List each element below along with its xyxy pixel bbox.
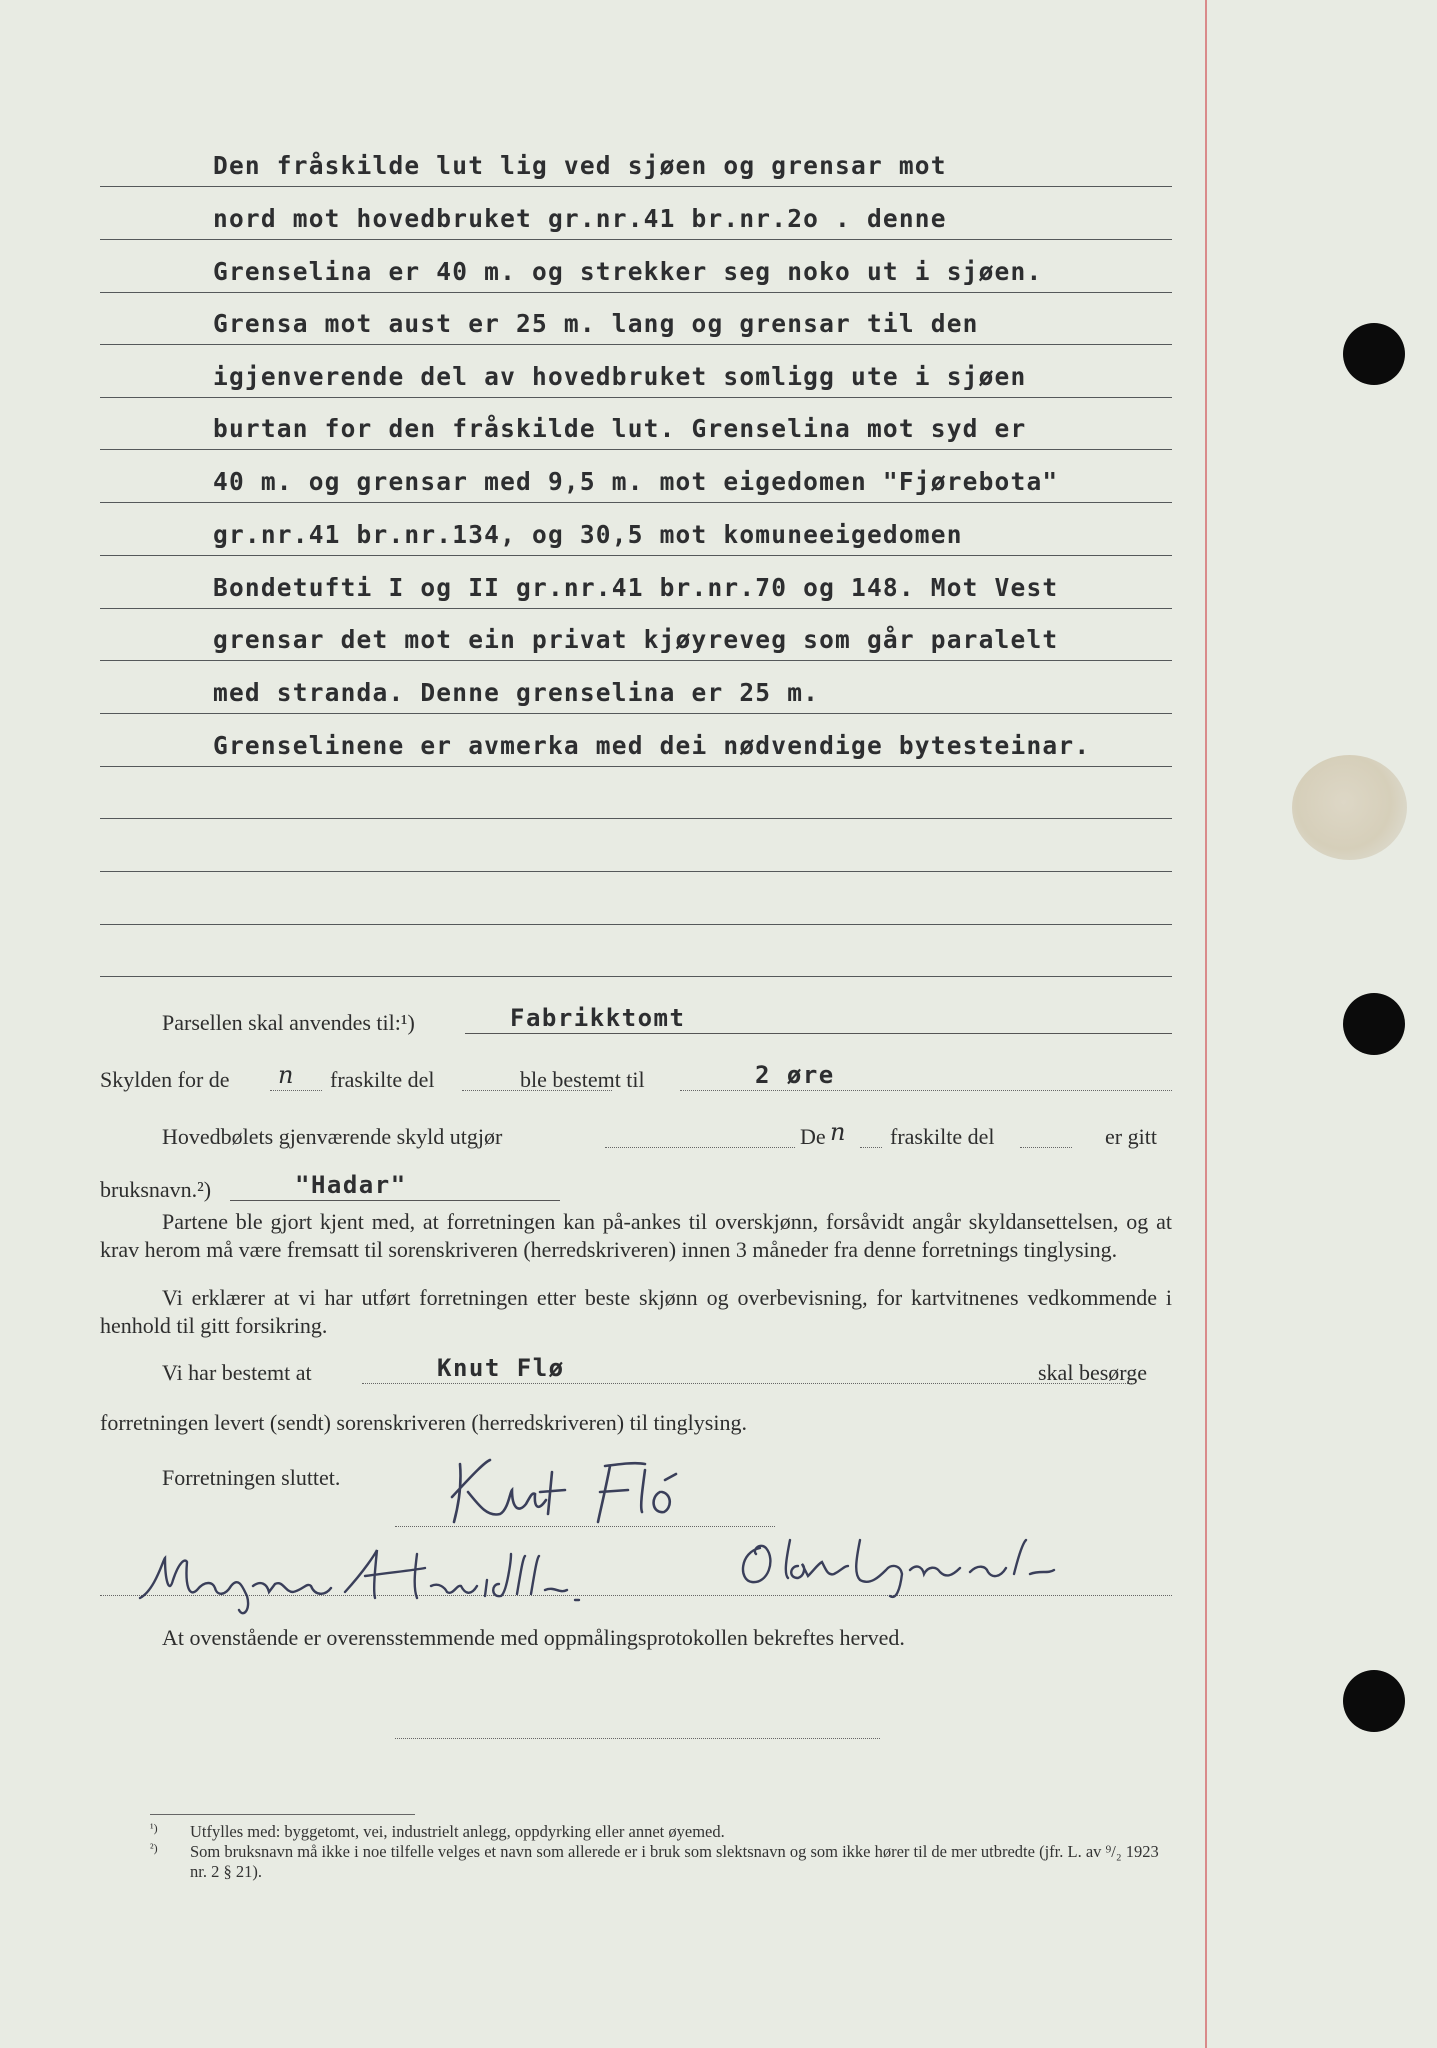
typed-text: gr.nr.41 br.nr.134, og 30,5 mot komuneeigedomen [213, 520, 963, 549]
typed-text: med stranda. Denne grenselina er 25 m. [213, 678, 820, 707]
sluttet-text: Forretningen sluttet. [162, 1465, 341, 1490]
typed-text: Grensa mot aust er 25 m. lang og grensar til den [213, 309, 979, 338]
typed-line [100, 396, 1172, 450]
typed-text: Grenselinene er avmerka med dei nødvendige bytesteinar. [213, 731, 1091, 760]
hoved-row [100, 1114, 1172, 1154]
signature-olav [730, 1530, 1060, 1600]
partene-paragraph: Partene ble gjort kjent med, at forretningen kan på-ankes til overskjønn, forsåvidt angår skyldansettelsen, og at krav herom må være fremsatt til sorenskriveren (herredskriveren) innen 3 måneder fra denne forretnings tinglysing. [100, 1209, 1172, 1262]
red-margin-line [1205, 0, 1207, 2048]
typed-line [100, 239, 1172, 293]
bekreftes-text: At ovenstående er overensstemmende med oppmålingsprotokollen bekreftes herved. [162, 1625, 905, 1650]
certification-signature-line [395, 1738, 880, 1739]
typed-line [100, 186, 1172, 240]
typed-line [100, 291, 1172, 345]
footnote-2 [150, 1842, 1175, 1882]
parsell-label: Parsellen skal anvendes til:¹) [162, 1010, 415, 1035]
typed-line [100, 871, 1172, 925]
footnote-rule [150, 1814, 415, 1815]
hoved-dotted-b [860, 1146, 882, 1148]
typed-text: igjenverende del av hovedbruket somligg ute i sjøen [213, 362, 1027, 391]
typed-line [100, 818, 1172, 872]
skyld-fill-a: n [278, 1061, 295, 1089]
skyld-label-c: ble bestemt til [520, 1067, 645, 1092]
hoved-label-c: fraskilte del [890, 1124, 995, 1149]
typed-line [100, 449, 1172, 503]
footnote-text: Som bruksnavn må ikke i noe tilfelle velges et navn som allerede er i bruk som slektsnavn og som ikke hører til de mer utbredte (jfr. L. av ⁹/₂ 1923 nr. 2 § 21). [190, 1842, 1159, 1881]
typed-line [100, 502, 1172, 556]
bruksnavn-underline [230, 1199, 560, 1201]
levert-text: forretningen levert (sendt) sorenskriveren (herredskriveren) til tinglysing. [100, 1410, 747, 1435]
typed-line [100, 344, 1172, 398]
skyld-value: 2 øre [755, 1061, 835, 1089]
skyld-dotted-a [270, 1089, 322, 1091]
skyld-label-a: Skylden for de [100, 1067, 230, 1092]
hoved-dotted-a [605, 1146, 795, 1148]
parsell-underline [465, 1032, 1172, 1034]
typed-line [100, 133, 1172, 187]
bekreftes-row [100, 1615, 1172, 1655]
typed-line [100, 765, 1172, 819]
footnote-text: Utfylles med: byggetomt, vei, industrielt anlegg, oppdyrking eller annet øyemed. [190, 1822, 725, 1841]
punch-hole [1343, 1670, 1405, 1732]
bruksnavn-label: bruksnavn.²) [100, 1177, 212, 1202]
typed-text: Grenselina er 40 m. og strekker seg noko ut i sjøen. [213, 257, 1043, 286]
footnote-1 [150, 1822, 1175, 1842]
hoved-label-a: Hovedbølets gjenværende skyld utgjør [162, 1124, 503, 1149]
parsell-value: Fabrikktomt [510, 1004, 686, 1032]
bestemt-value: Knut Flø [437, 1354, 565, 1382]
typed-text: 40 m. og grensar med 9,5 m. mot eigedomen "Fjørebota" [213, 467, 1059, 496]
typed-text: burtan for den fråskilde lut. Grenselina mot syd er [213, 414, 1027, 443]
erklaerer-paragraph: Vi erklærer at vi har utført forretningen etter beste skjønn og overbevisning, for kartvitnenes vedkommende i henhold til gitt forsikring. [100, 1285, 1172, 1338]
skyld-label-b: fraskilte del [330, 1067, 435, 1092]
bestemt-dotted [362, 1382, 1132, 1384]
typed-text: grensar det mot ein privat kjøyreveg som går paralelt [213, 625, 1059, 654]
bruksnavn-value: "Hadar" [295, 1171, 407, 1199]
hoved-label-d: er gitt [1105, 1124, 1157, 1149]
bruksnavn-row [100, 1167, 1172, 1207]
signature-knut-flo [440, 1452, 740, 1532]
typed-line [100, 923, 1172, 977]
signature-magne [135, 1540, 605, 1620]
typed-line [100, 607, 1172, 661]
hoved-fill: n [830, 1118, 847, 1146]
skyld-dotted-c [680, 1089, 1172, 1091]
typed-text: Bondetufti I og II gr.nr.41 br.nr.70 og 148. Mot Vest [213, 573, 1059, 602]
footnotes [150, 1822, 1175, 1882]
footnote-mark: ²) [150, 1841, 158, 1855]
typed-line [100, 713, 1172, 767]
bestemt-label-b: skal besørge [1038, 1360, 1147, 1385]
paper-stain [1292, 755, 1407, 860]
levert-row [100, 1400, 1172, 1440]
typed-line [100, 660, 1172, 714]
punch-hole [1343, 993, 1405, 1055]
bestemt-row [100, 1350, 1172, 1390]
punch-hole [1343, 323, 1405, 385]
hoved-label-b: De [800, 1124, 826, 1149]
typed-text: nord mot hovedbruket gr.nr.41 br.nr.2o . denne [213, 204, 947, 233]
typed-line [100, 555, 1172, 609]
skyld-row [100, 1057, 1172, 1097]
bestemt-label-a: Vi har bestemt at [162, 1360, 312, 1385]
typed-text: Den fråskilde lut lig ved sjøen og grensar mot [213, 151, 947, 180]
parsell-row [100, 1000, 1172, 1040]
hoved-dotted-c [1020, 1146, 1072, 1148]
footnote-mark: ¹) [150, 1821, 158, 1835]
